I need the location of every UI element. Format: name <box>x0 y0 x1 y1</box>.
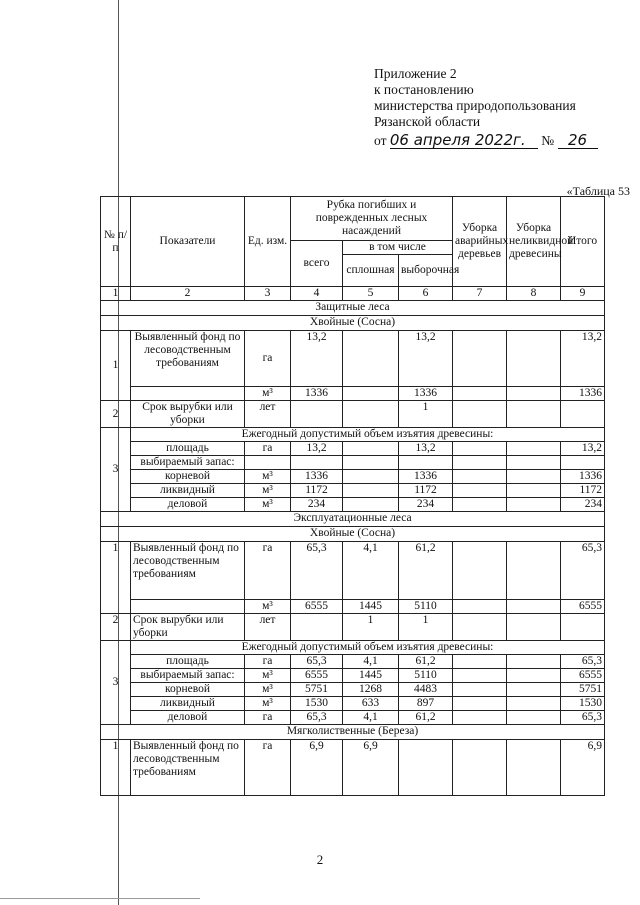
row-label: площадь <box>131 442 245 456</box>
col-sum-header: Итого <box>561 197 605 287</box>
unit-cell: м³ <box>245 683 291 697</box>
illiquid-cell <box>507 600 561 614</box>
subsection-title: Хвойные (Сосна) <box>101 316 605 331</box>
emergency-cell <box>453 600 507 614</box>
emergency-cell <box>453 387 507 401</box>
col-including-header: в том числе <box>343 241 453 255</box>
row-label <box>131 387 245 401</box>
table-row <box>101 401 605 428</box>
table-row <box>101 600 605 614</box>
from-label: от <box>374 133 387 148</box>
clear-cell <box>343 456 399 470</box>
unit-cell: м³ <box>245 387 291 401</box>
document-header <box>374 66 598 149</box>
emergency-cell <box>453 542 507 600</box>
table-label: «Таблица 53 <box>566 184 630 198</box>
unit-cell: га <box>245 711 291 725</box>
decree-number: 26 <box>558 132 598 149</box>
clear-cell <box>343 498 399 512</box>
col-illiquid-header: Уборка неликвидной древесины <box>507 197 561 287</box>
illiquid-cell <box>507 614 561 641</box>
row-label <box>131 600 245 614</box>
colnum-9: 9 <box>561 287 605 301</box>
row-label: Выявленный фонд по лесоводственным требованиям <box>131 542 245 600</box>
illiquid-cell <box>507 740 561 796</box>
sum-cell: 6,9 <box>561 740 605 796</box>
emergency-cell <box>453 669 507 683</box>
total-cell: 6555 <box>291 600 343 614</box>
col-cutting-header: Рубка погибших и поврежденных лесных насаждений <box>291 197 453 241</box>
sum-cell: 234 <box>561 498 605 512</box>
row-label: корневой <box>131 470 245 484</box>
total-cell: 6,9 <box>291 740 343 796</box>
selective-cell: 1172 <box>399 484 453 498</box>
header-row-1 <box>101 197 605 241</box>
total-cell: 65,3 <box>291 711 343 725</box>
selective-cell: 4483 <box>399 683 453 697</box>
total-cell <box>291 456 343 470</box>
row-label: ликвидный <box>131 484 245 498</box>
total-cell: 1172 <box>291 484 343 498</box>
selective-cell: 1 <box>399 614 453 641</box>
emergency-cell <box>453 655 507 669</box>
total-cell: 65,3 <box>291 655 343 669</box>
table-row <box>101 442 605 456</box>
clear-cell: 6,9 <box>343 740 399 796</box>
col-clear-header: сплошная <box>343 255 399 287</box>
selective-cell: 5110 <box>399 600 453 614</box>
row-label: ликвидный <box>131 697 245 711</box>
table-row <box>101 740 605 796</box>
emergency-cell <box>453 740 507 796</box>
table-row <box>101 498 605 512</box>
row-number: 1 <box>101 542 131 614</box>
annual-volume-title: Ежегодный допустимый объем изъятия древесины: <box>131 428 605 442</box>
table-row <box>101 711 605 725</box>
sum-cell <box>561 614 605 641</box>
selective-cell <box>399 456 453 470</box>
total-cell: 1530 <box>291 697 343 711</box>
illiquid-cell <box>507 456 561 470</box>
unit-cell: м³ <box>245 600 291 614</box>
col-total-header: всего <box>291 241 343 287</box>
selective-cell: 13,2 <box>399 331 453 387</box>
col-indicators-header: Показатели <box>131 197 245 287</box>
row-number: 3 <box>101 428 131 512</box>
colnum-6: 6 <box>399 287 453 301</box>
unit-cell: м³ <box>245 498 291 512</box>
unit-cell: га <box>245 655 291 669</box>
table-row <box>101 470 605 484</box>
total-cell: 1336 <box>291 470 343 484</box>
row-number: 1 <box>101 740 131 796</box>
section-title: Эксплуатационные леса <box>101 512 605 527</box>
colnum-7: 7 <box>453 287 507 301</box>
sum-cell <box>561 401 605 428</box>
unit-cell: лет <box>245 614 291 641</box>
row-number: 3 <box>101 641 131 725</box>
emergency-cell <box>453 401 507 428</box>
selective-cell: 1336 <box>399 387 453 401</box>
clear-cell: 633 <box>343 697 399 711</box>
clear-cell <box>343 401 399 428</box>
emergency-cell <box>453 614 507 641</box>
appendix-line4: Рязанской области <box>374 114 481 129</box>
col-unit-header: Ед. изм. <box>245 197 291 287</box>
total-cell: 13,2 <box>291 442 343 456</box>
row-label: Выявленный фонд по лесоводственным требованиям <box>131 331 245 387</box>
table-row <box>101 697 605 711</box>
total-cell: 13,2 <box>291 331 343 387</box>
row-number: 2 <box>101 401 131 428</box>
table-row <box>101 614 605 641</box>
col-emergency-header: Уборка аварийных деревьев <box>453 197 507 287</box>
selective-cell: 61,2 <box>399 542 453 600</box>
table-row <box>101 542 605 600</box>
emergency-cell <box>453 484 507 498</box>
decree-date-line <box>374 132 598 149</box>
table-row <box>101 669 605 683</box>
sum-cell: 1530 <box>561 697 605 711</box>
section-title-row <box>101 301 605 316</box>
col-selective-header: выборочная <box>399 255 453 287</box>
sum-cell: 1336 <box>561 387 605 401</box>
clear-cell <box>343 470 399 484</box>
total-cell: 1336 <box>291 387 343 401</box>
illiquid-cell <box>507 470 561 484</box>
sum-cell <box>561 456 605 470</box>
emergency-cell <box>453 470 507 484</box>
sum-cell: 13,2 <box>561 331 605 387</box>
clear-cell <box>343 484 399 498</box>
table-row <box>101 683 605 697</box>
unit-cell: м³ <box>245 470 291 484</box>
unit-cell <box>245 456 291 470</box>
forest-table <box>100 196 605 796</box>
clear-cell: 1445 <box>343 669 399 683</box>
illiquid-cell <box>507 442 561 456</box>
col-num-header: № п/п <box>101 197 131 287</box>
illiquid-cell <box>507 655 561 669</box>
clear-cell <box>343 442 399 456</box>
row-label: деловой <box>131 498 245 512</box>
row-label: выбираемый запас: <box>131 669 245 683</box>
column-number-row <box>101 287 605 301</box>
row-label: деловой <box>131 711 245 725</box>
colnum-1: 1 <box>101 287 131 301</box>
section-title: Защитные леса <box>101 301 605 316</box>
illiquid-cell <box>507 331 561 387</box>
selective-cell: 13,2 <box>399 442 453 456</box>
clear-cell: 1 <box>343 614 399 641</box>
illiquid-cell <box>507 401 561 428</box>
subsection-row <box>101 527 605 542</box>
total-cell <box>291 401 343 428</box>
illiquid-cell <box>507 683 561 697</box>
selective-cell: 5110 <box>399 669 453 683</box>
sum-cell: 5751 <box>561 683 605 697</box>
unit-cell: м³ <box>245 697 291 711</box>
total-cell: 65,3 <box>291 542 343 600</box>
subsection-row <box>101 725 605 740</box>
sum-cell: 65,3 <box>561 542 605 600</box>
emergency-cell <box>453 442 507 456</box>
emergency-cell <box>453 331 507 387</box>
section-title-row <box>101 512 605 527</box>
emergency-cell <box>453 683 507 697</box>
illiquid-cell <box>507 498 561 512</box>
unit-cell: м³ <box>245 484 291 498</box>
bottom-edge-line <box>0 898 200 899</box>
row-label: Срок вырубки или уборки <box>131 614 245 641</box>
unit-cell: га <box>245 442 291 456</box>
total-cell: 6555 <box>291 669 343 683</box>
emergency-cell <box>453 456 507 470</box>
clear-cell <box>343 331 399 387</box>
selective-cell: 234 <box>399 498 453 512</box>
total-cell <box>291 614 343 641</box>
sum-cell: 6555 <box>561 669 605 683</box>
table-row <box>101 331 605 387</box>
subsection-title: Мягколиственные (Береза) <box>101 725 605 740</box>
row-label: корневой <box>131 683 245 697</box>
colnum-4: 4 <box>291 287 343 301</box>
row-label: площадь <box>131 655 245 669</box>
illiquid-cell <box>507 484 561 498</box>
subsection-title: Хвойные (Сосна) <box>101 527 605 542</box>
table-row <box>101 428 605 442</box>
appendix-title: Приложение 2 <box>374 66 457 81</box>
number-label: № <box>541 133 555 148</box>
clear-cell: 1445 <box>343 600 399 614</box>
illiquid-cell <box>507 711 561 725</box>
clear-cell: 4,1 <box>343 711 399 725</box>
sum-cell: 13,2 <box>561 442 605 456</box>
unit-cell: га <box>245 740 291 796</box>
annual-volume-title: Ежегодный допустимый объем изъятия древесины: <box>131 641 605 655</box>
sum-cell: 6555 <box>561 600 605 614</box>
selective-cell <box>399 740 453 796</box>
row-number: 1 <box>101 331 131 401</box>
illiquid-cell <box>507 697 561 711</box>
row-label: выбираемый запас: <box>131 456 245 470</box>
total-cell: 234 <box>291 498 343 512</box>
selective-cell: 897 <box>399 697 453 711</box>
subsection-row <box>101 316 605 331</box>
illiquid-cell <box>507 387 561 401</box>
page-number: 2 <box>316 852 324 867</box>
illiquid-cell <box>507 542 561 600</box>
appendix-line2: к постановлению <box>374 82 474 97</box>
table-row <box>101 484 605 498</box>
table-row <box>101 387 605 401</box>
sum-cell: 1172 <box>561 484 605 498</box>
selective-cell: 1336 <box>399 470 453 484</box>
sum-cell: 65,3 <box>561 655 605 669</box>
total-cell: 5751 <box>291 683 343 697</box>
clear-cell: 4,1 <box>343 655 399 669</box>
colnum-5: 5 <box>343 287 399 301</box>
sum-cell: 65,3 <box>561 711 605 725</box>
appendix-line3: министерства природопользования <box>374 98 576 113</box>
colnum-2: 2 <box>131 287 245 301</box>
emergency-cell <box>453 711 507 725</box>
selective-cell: 61,2 <box>399 655 453 669</box>
colnum-8: 8 <box>507 287 561 301</box>
emergency-cell <box>453 697 507 711</box>
colnum-3: 3 <box>245 287 291 301</box>
unit-cell: га <box>245 331 291 387</box>
clear-cell: 4,1 <box>343 542 399 600</box>
selective-cell: 1 <box>399 401 453 428</box>
row-number: 2 <box>101 614 131 641</box>
table-row <box>101 641 605 655</box>
clear-cell: 1268 <box>343 683 399 697</box>
unit-cell: га <box>245 542 291 600</box>
clear-cell <box>343 387 399 401</box>
unit-cell: лет <box>245 401 291 428</box>
illiquid-cell <box>507 669 561 683</box>
table-row <box>101 456 605 470</box>
unit-cell: м³ <box>245 669 291 683</box>
row-label: Срок вырубки или уборки <box>131 401 245 428</box>
sum-cell: 1336 <box>561 470 605 484</box>
emergency-cell <box>453 498 507 512</box>
table-row <box>101 655 605 669</box>
decree-date: 06 апреля 2022г. <box>390 132 538 149</box>
row-label: Выявленный фонд по лесоводственным требованиям <box>131 740 245 796</box>
selective-cell: 61,2 <box>399 711 453 725</box>
